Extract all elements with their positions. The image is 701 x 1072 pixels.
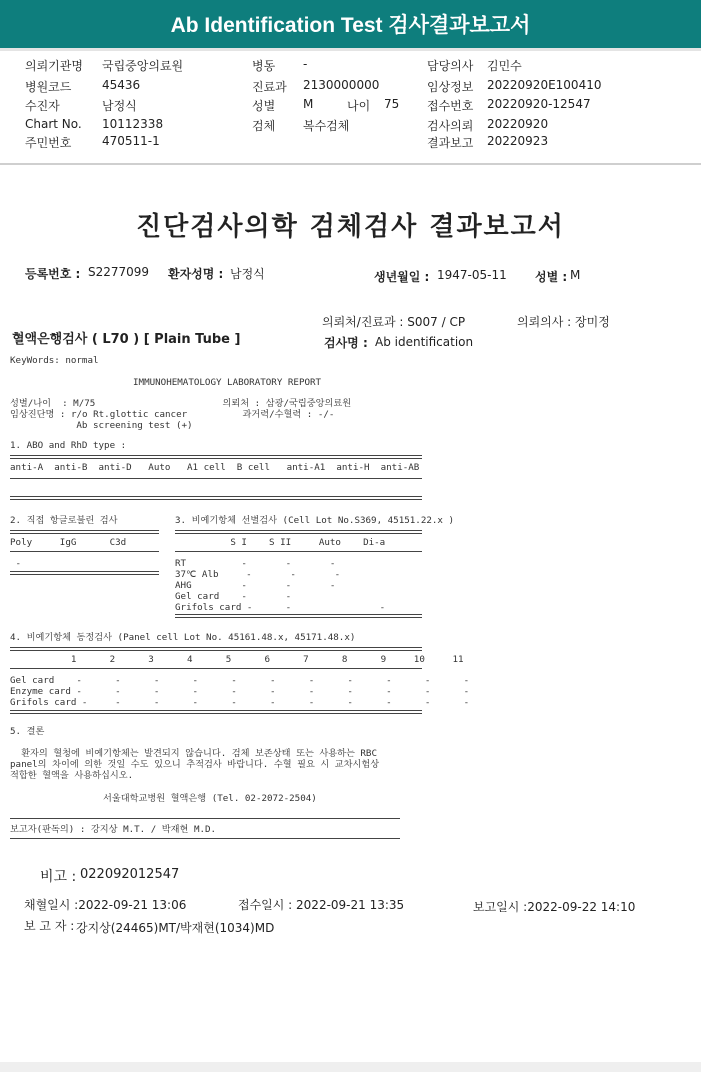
abo-title: 1. ABO and RhD type : [10, 440, 127, 451]
dob-value: 1947-05-11 [437, 268, 507, 282]
sex-label: 성별 : [535, 270, 568, 284]
patient-name-value: 남정식 [230, 267, 265, 281]
info-value: M [303, 97, 314, 111]
info-label: 담당의사 [427, 59, 474, 73]
receipt-time: 접수일시 : 2022-09-21 13:35 [238, 898, 405, 912]
conclusion-text: 환자의 혈청에 비예기항체는 발견되지 않습니다. 검체 보존상태 또는 사용하는 RBC panel의 차이에 의한 것일 수도 있으니 추적검사 바랍니다. 수혈 필요 시 교차시험상 적합한 혈액을 사용하십시오. [10, 748, 380, 781]
reg-no-label: 등록번호 : [25, 267, 81, 281]
rule [10, 551, 159, 552]
note-value: 022092012547 [80, 867, 180, 882]
header-divider [0, 48, 701, 51]
double-rule [175, 530, 422, 534]
double-rule [175, 614, 422, 618]
info-label: 검사의뢰 [427, 119, 474, 133]
info-label: 진료과 [252, 80, 287, 94]
screen-results: RT - - - 37℃ Alb - - - AHG - - - Gel card - - Grifols card - - - [175, 558, 386, 613]
double-rule [10, 710, 422, 714]
dat-value: - [10, 558, 22, 569]
hospital-contact: 서울대학교병원 혈액은행 (Tel. 02-2072-2504) [103, 793, 317, 804]
panel-results: Gel card - - - - - - - - - - - Enzyme card - - - - - - - - - - - Grifols card - - - - - - - - - - - [10, 675, 470, 708]
info-value: 남정식 [102, 99, 137, 113]
rule [10, 838, 400, 839]
panel-title: 4. 비예기항체 동정검사 (Panel cell Lot No. 45161.48.x, 45171.48.x) [10, 632, 356, 643]
info-value: 75 [384, 97, 400, 111]
screen-header: S I S II Auto Di-a [175, 537, 386, 548]
double-rule [10, 530, 159, 534]
info-label: 결과보고 [427, 136, 474, 150]
info-label: 성별 [252, 99, 276, 113]
reporter-line: 보고자(판독의) : 강지상 M.T. / 박재현 M.D. [10, 824, 217, 835]
report-time: 보고일시 :2022-09-22 14:10 [473, 900, 636, 914]
info-value: 470511-1 [102, 134, 160, 148]
double-rule [10, 496, 422, 500]
info-label: 접수번호 [427, 99, 474, 113]
dept-info: 의뢰처/진료과 : S007 / CP [322, 315, 466, 329]
info-value: - [303, 57, 308, 71]
reg-no-value: S2277099 [88, 265, 150, 279]
info-label: 병동 [252, 59, 276, 73]
reporter-label: 보 고 자 : [24, 919, 75, 933]
test-name-value: Ab identification [375, 335, 474, 349]
reporter-value: 강지상(24465)MT/박재현(1034)MD [76, 921, 275, 935]
rule [175, 551, 422, 552]
note-label: 비고 : [40, 869, 77, 885]
info-label: 검체 [252, 119, 276, 133]
info-value: 20220920 [487, 117, 549, 131]
info-value: 20220920-12547 [487, 97, 591, 111]
info-value: 20220923 [487, 134, 549, 148]
conclusion-title: 5. 결론 [10, 726, 45, 737]
dob-label: 생년월일 : [374, 270, 430, 284]
rule [10, 668, 422, 669]
info-label: 의뢰기관명 [25, 59, 83, 73]
info-label: 나이 [347, 99, 371, 113]
doctor-info: 의뢰의사 : 장미정 [517, 315, 610, 329]
keywords: KeyWords: normal [10, 355, 99, 366]
info-value: 2130000000 [303, 78, 380, 92]
dat-header: Poly IgG C3d [10, 537, 127, 548]
section-divider [0, 163, 701, 165]
double-rule [10, 571, 159, 575]
rule [10, 818, 400, 819]
page-bottom-strip [0, 1062, 701, 1072]
info-label: 수진자 [25, 99, 60, 113]
rule [10, 478, 422, 479]
lab-title: IMMUNOHEMATOLOGY LABORATORY REPORT [133, 377, 322, 388]
report-header-title: Ab Identification Test 검사결과보고서 [0, 0, 701, 48]
info-value: 20220920E100410 [487, 78, 602, 92]
section-title: 혈액은행검사 ( L70 ) [ Plain Tube ] [12, 332, 241, 347]
info-label: 병원코드 [25, 80, 72, 94]
panel-header: 1 2 3 4 5 6 7 8 9 10 11 [10, 654, 464, 665]
info-label: 주민번호 [25, 136, 72, 150]
info-value: 45436 [102, 78, 141, 92]
info-value: 국립중앙의료원 [102, 59, 184, 73]
double-rule [10, 455, 422, 459]
info-label: 임상정보 [427, 80, 474, 94]
dat-title: 2. 직접 항글로불린 검사 [10, 515, 118, 526]
info-value: 10112338 [102, 117, 164, 131]
report-title: 진단검사의학 검체검사 결과보고서 [136, 212, 565, 242]
collection-time: 채혈일시 :2022-09-21 13:06 [24, 898, 187, 912]
demographics: 성별/나이 : M/75 의뢰처 : 삼광/국립중앙의료원 임상진단명 : r/o Rt.glottic cancer 과거력/수혈력 : -/- Ab screening test (+) [10, 398, 352, 431]
abo-header: anti-A anti-B anti-D Auto A1 cell B cell anti-A1 anti-H anti-AB [10, 462, 420, 473]
test-name-label: 검사명 : [324, 336, 368, 350]
patient-name-label: 환자성명 : [168, 267, 224, 281]
info-value: 복수검체 [303, 119, 350, 133]
sex-value: M [570, 268, 581, 282]
screen-title: 3. 비예기항체 선별검사 (Cell Lot No.S369, 45151.22.x ) [175, 515, 455, 526]
double-rule [10, 647, 422, 651]
info-value: 김민수 [487, 59, 522, 73]
info-label: Chart No. [25, 117, 82, 131]
